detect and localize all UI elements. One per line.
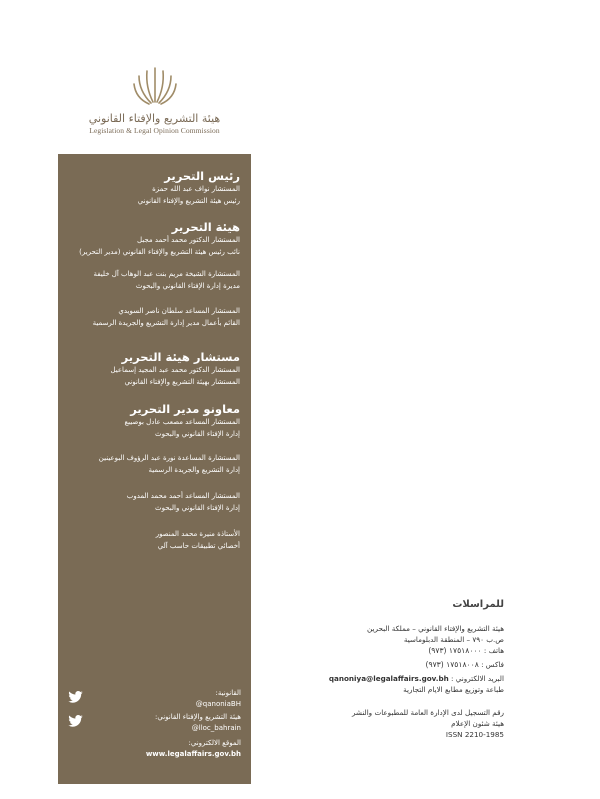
phone-label: هاتف :: [483, 646, 504, 655]
correspondence-block: [269, 598, 504, 740]
issn-label: ISSN: [445, 730, 463, 739]
assistants-title: معاونو مدير التحرير: [130, 402, 240, 416]
assistant-role: إدارة الإفتاء القانوني والبحوث: [155, 504, 240, 512]
correspondence-heading: للمراسلات: [452, 599, 504, 610]
twitter-icon[interactable]: [68, 691, 83, 703]
social-label: هيئة التشريع والإفتاء القانوني:: [155, 713, 241, 721]
logo-arabic-name: هيئة التشريع والإفتاء القانوني: [88, 112, 221, 125]
board-advisor-title: مستشار هيئة التحرير: [121, 350, 240, 364]
social-qanonia-text: [196, 688, 241, 710]
masthead-panel: [58, 154, 251, 784]
social-handle[interactable]: @qanoniaBH: [195, 700, 241, 708]
assistants-section: [64, 402, 240, 552]
editorial-board-title: هيئة التحرير: [171, 220, 240, 234]
logo-english-name: Legislation & Legal Opinion Commission: [89, 126, 220, 135]
registration-note: رقم التسجيل لدى الإدارة العامة للمطبوعات والنشر: [351, 708, 504, 717]
assistant-name: المستشار المساعد أحمد محمد المدوب: [126, 492, 240, 500]
board-member: [64, 268, 240, 292]
board-member: [64, 234, 240, 258]
email-label: البريد الالكتروني :: [451, 674, 504, 683]
lotus-logo-icon: [132, 62, 178, 108]
fax-number: ١٧٥١٨٠٠٨ (٩٧٣): [425, 660, 479, 669]
email-row: [269, 673, 504, 684]
phone-row: [269, 645, 504, 656]
board-member-name: المستشار المساعد سلطان ناصر السويدي: [118, 307, 240, 315]
board-member: [64, 305, 240, 329]
editor-in-chief-name: المستشار نواف عبد الله حمزة: [152, 185, 240, 193]
website-link[interactable]: www.legalaffairs.gov.bh: [145, 750, 241, 758]
email-link[interactable]: qanoniya@legalaffairs.gov.bh: [328, 674, 449, 683]
fax-row: [269, 659, 504, 670]
issn-number: 2210-1985: [464, 730, 504, 739]
board-advisor-role: المستشار بهيئة التشريع والإفتاء القانوني: [124, 378, 240, 386]
board-member-role: القائم بأعمال مدير إدارة التشريع والجريدة الرسمية: [92, 319, 240, 327]
org-address: هيئة التشريع والإفتاء القانوني – مملكة البحرين: [367, 624, 504, 633]
board-advisor-name: المستشار الدكتور محمد عبد المجيد إسماعيل: [110, 366, 240, 374]
issn-row: [269, 729, 504, 740]
social-label: القانونية:: [215, 689, 241, 697]
registration-org: هيئة شئون الإعلام: [451, 719, 504, 728]
board-member-name: المستشارة الشيخة مريم بنت عبد الوهاب آل خليفة: [93, 270, 240, 278]
board-advisor-section: [64, 350, 240, 388]
assistant-name: المستشارة المساعدة نورة عبد الرؤوف البوعينين: [98, 454, 240, 462]
editor-in-chief-title: رئيس التحرير: [164, 169, 240, 183]
logo: [58, 62, 251, 146]
assistant-name: الأستاذة منيرة محمد المنصور: [155, 530, 240, 538]
board-member-role: نائب رئيس هيئة التشريع والإفتاء القانوني (مدير التحرير): [79, 248, 240, 256]
twitter-icon[interactable]: [68, 715, 83, 727]
social-handle[interactable]: @lloc_bahrain: [191, 724, 241, 732]
assistant-member: [64, 452, 240, 476]
printing-credit: طباعة وتوزيع مطابع الايام التجارية: [403, 685, 504, 694]
website-row: [58, 738, 251, 768]
phone-number: ١٧٥١٨٠٠٠ (٩٧٣): [428, 646, 482, 655]
assistant-member: [64, 416, 240, 440]
assistant-role: إدارة التشريع والجريدة الرسمية: [148, 466, 240, 474]
assistant-member: [64, 490, 240, 514]
board-member-name: المستشار الدكتور محمد أحمد مجبل: [137, 236, 240, 244]
assistant-role: إدارة الإفتاء القانوني والبحوث: [155, 430, 240, 438]
fax-label: فاكس :: [481, 660, 504, 669]
editorial-board-section: [64, 220, 240, 329]
assistant-member: [64, 528, 240, 552]
editor-in-chief-role: رئيس هيئة التشريع والإفتاء القانوني: [137, 197, 240, 205]
editor-in-chief-section: [64, 169, 240, 207]
social-lloc-text: [155, 712, 241, 734]
board-member-role: مديرة إدارة الإفتاء القانوني والبحوث: [135, 282, 240, 290]
po-box: ص.ب ٧٩٠ – المنطقة الدبلوماسية: [403, 635, 504, 644]
website-label: الموقع الالكتروني:: [188, 739, 241, 747]
assistant-name: المستشار المساعد مصعب عادل بوصيبع: [124, 418, 240, 426]
assistant-role: أخصائي تطبيقات حاسب آلي: [157, 542, 240, 550]
